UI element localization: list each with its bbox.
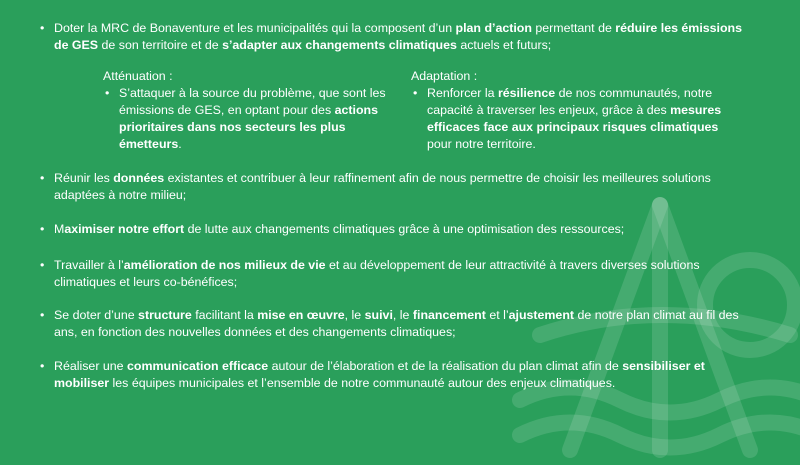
emphasis-text: résilience — [497, 86, 556, 100]
emphasis-text: mesures efficaces face aux principaux risques climatiques — [427, 103, 722, 134]
text-run: les équipes municipales et l’ensemble de notre communauté autour des enjeux climatiques. — [109, 376, 616, 390]
text-run: S’attaquer à la source du problème, que sont les émissions de GES, en optant pour des — [119, 86, 386, 117]
bullet-text — [54, 308, 739, 339]
bullet-text — [54, 222, 624, 236]
sub-bullet — [103, 85, 393, 153]
bullet-dot: • — [105, 86, 110, 100]
emphasis-text: actions prioritaires dans nos secteurs les plus émetteurs — [119, 103, 378, 151]
emphasis-text: données — [113, 171, 165, 185]
emphasis-text: aximiser notre effort — [64, 222, 185, 236]
text-run: existantes et contribuer à leur raffinement afin de nous permettre de choisir les meilleures solutions adaptées à notre milieu; — [54, 171, 711, 202]
emphasis-text: ajustement — [508, 308, 575, 322]
bullet-structure — [40, 307, 754, 341]
bullet-dot: • — [40, 222, 45, 236]
emphasis-text: financement — [412, 308, 486, 322]
column-heading: Adaptation : — [411, 69, 478, 83]
bullet-dot: • — [40, 21, 45, 35]
text-run: de lutte aux changements climatiques grâce à une optimisation des ressources; — [184, 222, 625, 236]
text-run: actuels et futurs; — [456, 38, 552, 52]
text-run: Travailler à l’ — [54, 258, 124, 272]
column-attenuation — [103, 68, 393, 153]
column-adaptation — [411, 68, 726, 153]
bullet-milieux-de-vie — [40, 257, 754, 291]
text-run: Doter la MRC de Bonaventure et les municipalités qui la composent d’un — [54, 21, 456, 35]
column-heading: Atténuation : — [103, 69, 173, 83]
bullet-dot: • — [40, 308, 45, 322]
sub-bullet — [411, 85, 726, 153]
bullet-dot: • — [413, 86, 418, 100]
bullet-text — [54, 21, 742, 52]
text-run: autour de l’élaboration et de la réalisation du plan climat afin de — [268, 359, 623, 373]
text-run: Renforcer la — [427, 86, 498, 100]
text-run: . — [178, 137, 182, 151]
bullet-communication — [40, 358, 754, 392]
text-run: M — [54, 222, 65, 236]
emphasis-text: s’adapter aux changements climatiques — [222, 38, 457, 52]
sub-bullet-text — [427, 86, 721, 151]
bullet-plan-action — [40, 20, 754, 54]
text-run: , le — [344, 308, 365, 322]
text-run: pour notre territoire. — [427, 137, 536, 151]
text-run: de son territoire et de — [98, 38, 223, 52]
text-run: et au développement de leur attractivité à travers diverses solutions climatiques et leurs co-bénéfices; — [54, 258, 700, 289]
text-run: de nos communautés, notre capacité à traverser les enjeux, grâce à des — [427, 86, 713, 117]
text-run: de notre plan climat au fil des ans, en fonction des nouvelles données et des changements climatiques; — [54, 308, 739, 339]
bullet-effort — [40, 221, 754, 238]
emphasis-text: communication efficace — [127, 359, 269, 373]
text-run: facilitant la — [191, 308, 258, 322]
emphasis-text: structure — [138, 308, 192, 322]
text-run: et l’ — [485, 308, 509, 322]
emphasis-text: mise en œuvre — [257, 308, 345, 322]
emphasis-text: sensibiliser et mobiliser — [54, 359, 705, 390]
sub-bullet-text — [119, 86, 386, 151]
bullet-text — [54, 171, 711, 202]
bullet-dot: • — [40, 359, 45, 373]
text-run: Réaliser une — [54, 359, 128, 373]
emphasis-text: réduire les émissions de GES — [54, 21, 743, 52]
text-run: Se doter d’une — [54, 308, 139, 322]
emphasis-text: plan d’action — [455, 21, 532, 35]
bullet-text — [54, 359, 705, 390]
bullet-dot: • — [40, 171, 45, 185]
text-run: permettant de — [531, 21, 616, 35]
bullet-dot: • — [40, 258, 45, 272]
text-run: Réunir les — [54, 171, 114, 185]
bullet-text — [54, 258, 700, 289]
text-run: , le — [392, 308, 413, 322]
emphasis-text: amélioration de nos milieux de vie — [123, 258, 326, 272]
bullet-donnees — [40, 170, 754, 204]
emphasis-text: suivi — [364, 308, 393, 322]
